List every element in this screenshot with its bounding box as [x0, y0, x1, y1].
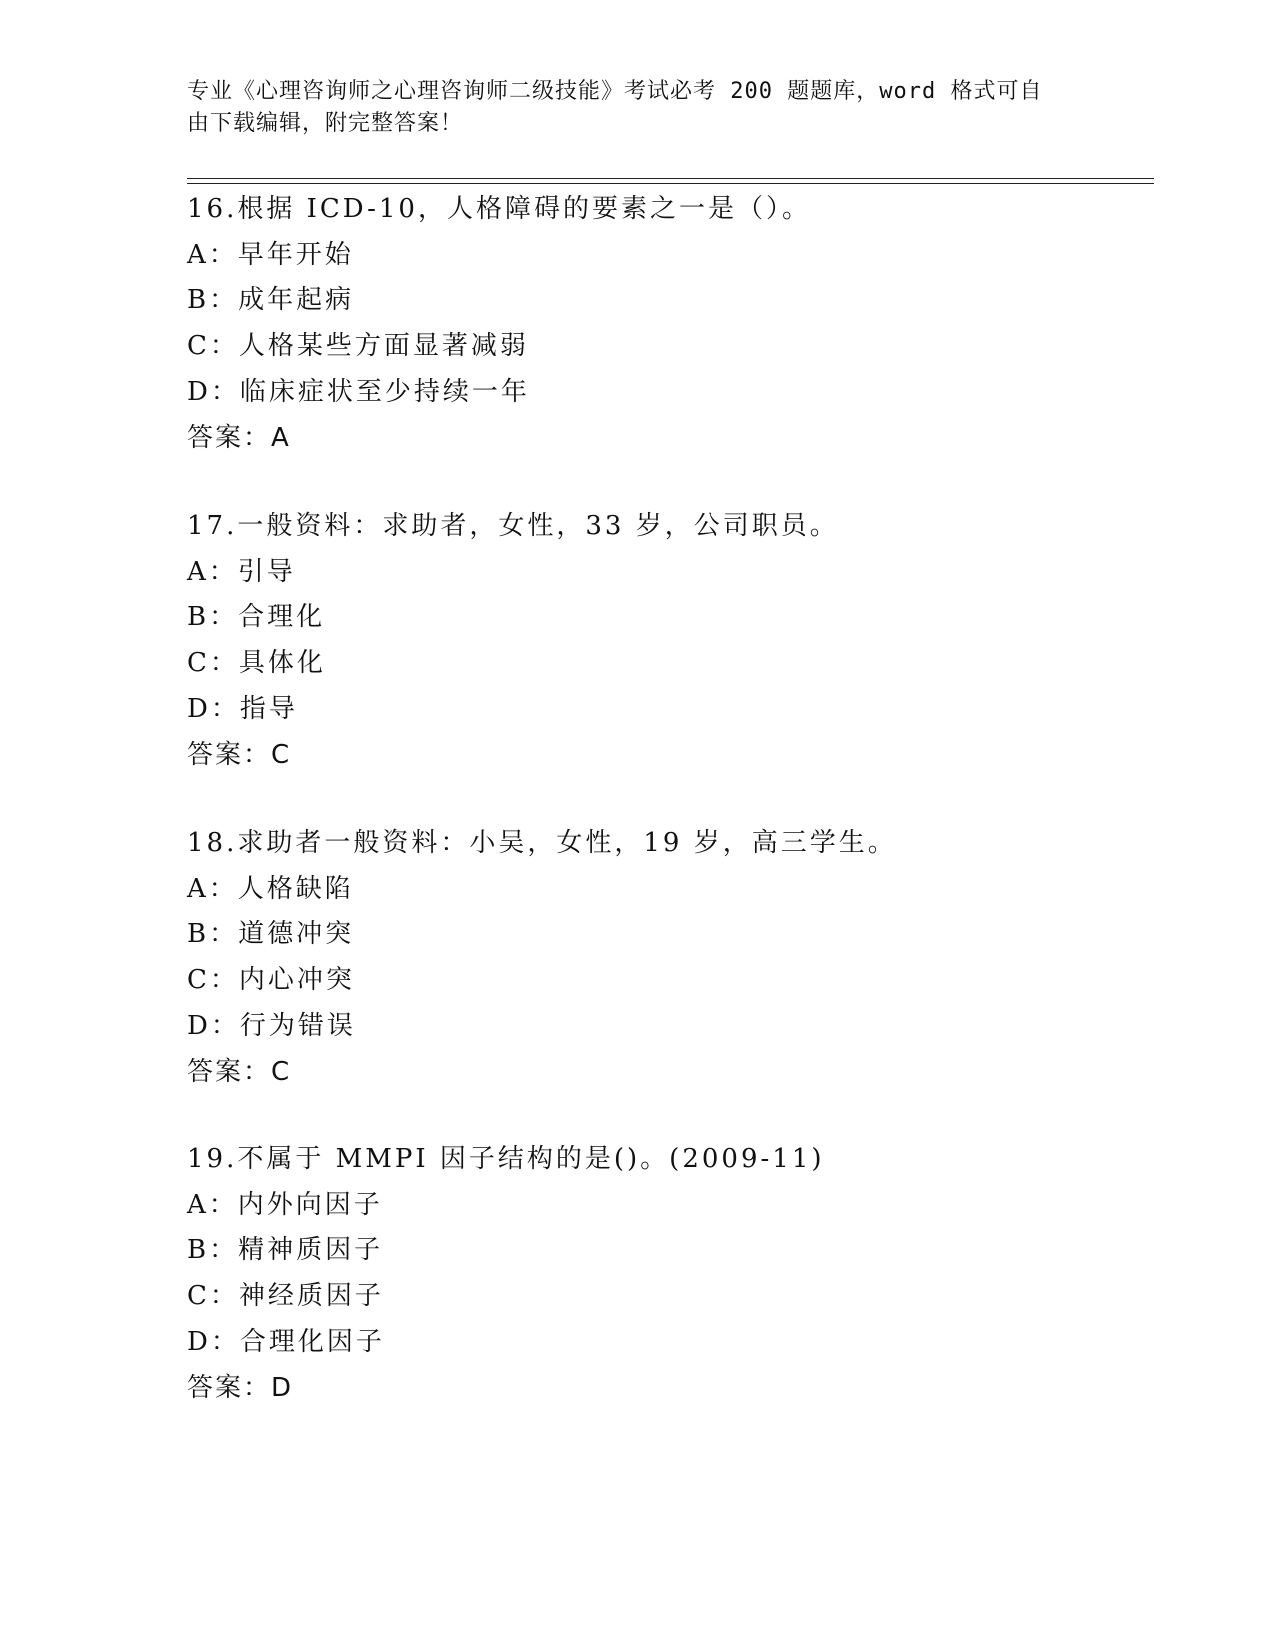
answer-line: 答案：D [187, 1372, 294, 1403]
option-a: A：早年开始 [187, 239, 354, 270]
question-stem: 17.一般资料：求助者，女性，33 岁，公司职员。 [187, 511, 839, 541]
option-b: B：精神质因子 [187, 1235, 384, 1266]
option-c: C：具体化 [187, 648, 326, 679]
header-divider-bottom [187, 183, 1154, 184]
option-d: D：合理化因子 [187, 1326, 385, 1357]
option-d: D：指导 [187, 693, 298, 724]
option-c: C：神经质因子 [187, 1281, 384, 1312]
option-b: B：道德冲突 [187, 919, 355, 950]
question-stem: 19.不属于 MMPI 因子结构的是()。(2009-11) [187, 1144, 825, 1174]
question-18 [187, 821, 1127, 1095]
option-c: C：内心冲突 [187, 965, 355, 996]
header-line-2: 由下载编辑，附完整答案！ [187, 111, 464, 136]
document-header [187, 76, 1077, 140]
option-a: A：引导 [187, 556, 296, 587]
option-b: B：合理化 [187, 602, 326, 633]
answer-line: 答案：C [187, 739, 292, 770]
option-b: B：成年起病 [187, 285, 355, 316]
question-stem: 16.根据 ICD-10，人格障碍的要素之一是（）。 [187, 194, 811, 224]
header-divider-top [187, 178, 1154, 179]
option-a: A：内外向因子 [187, 1189, 383, 1220]
option-c: C：人格某些方面显著减弱 [187, 331, 529, 362]
question-17 [187, 504, 1127, 778]
answer-line: 答案：C [187, 1056, 292, 1087]
option-d: D：行为错误 [187, 1010, 356, 1041]
option-d: D：临床症状至少持续一年 [187, 376, 530, 407]
option-a: A：人格缺陷 [187, 873, 354, 904]
answer-line: 答案：A [187, 422, 291, 453]
header-line-1: 专业《心理咨询师之心理咨询师二级技能》考试必考 200 题题库，word 格式可自 [187, 79, 1043, 104]
question-16 [187, 187, 1127, 461]
question-stem: 18.求助者一般资料：小吴，女性，19 岁，高三学生。 [187, 828, 897, 858]
question-19 [187, 1137, 1127, 1411]
